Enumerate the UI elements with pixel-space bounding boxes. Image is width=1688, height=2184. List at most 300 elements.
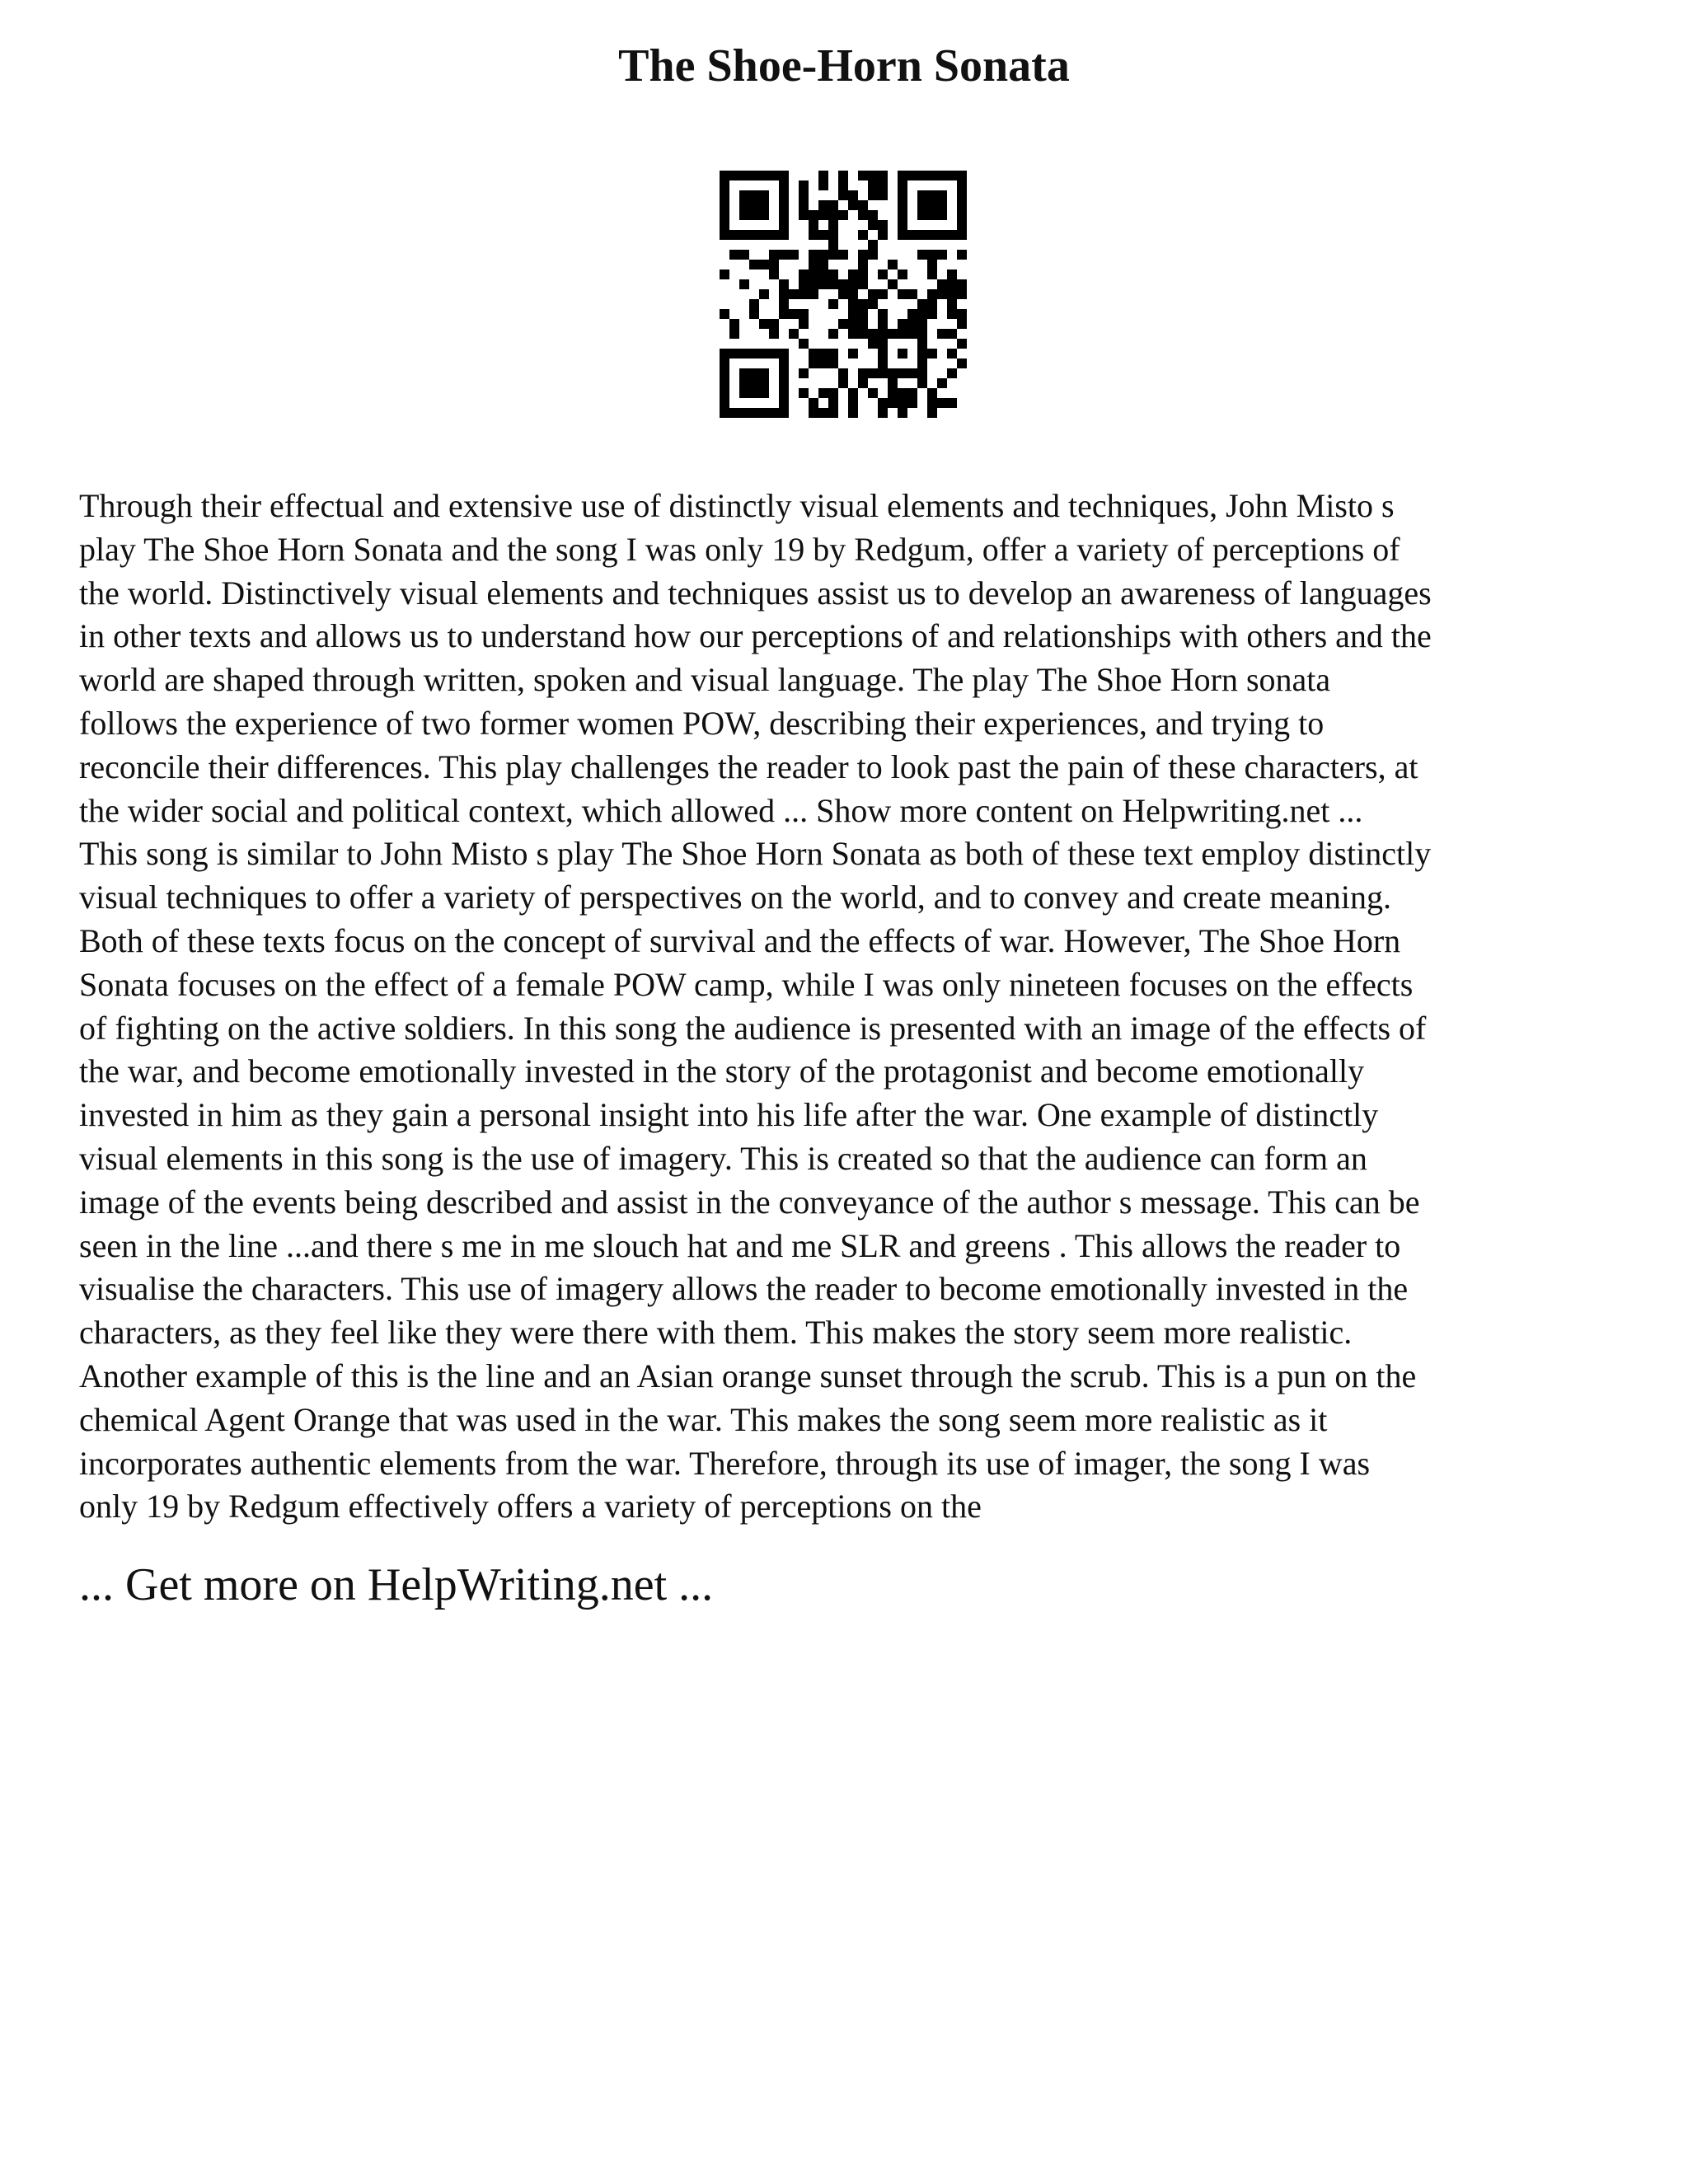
qr-module: [818, 408, 828, 418]
qr-module: [838, 250, 848, 260]
qr-module: [769, 349, 779, 359]
qr-module: [739, 200, 749, 210]
qr-module: [957, 289, 967, 299]
qr-module: [957, 279, 967, 289]
qr-module: [809, 349, 818, 359]
qr-module: [720, 388, 729, 398]
qr-module: [888, 368, 898, 378]
qr-module: [868, 250, 878, 260]
qr-module: [907, 319, 917, 329]
essay-line: incorporates authentic elements from the war. Therefore, through its use of imager, the song I was: [79, 1444, 1371, 1482]
qr-module: [898, 190, 907, 200]
qr-module: [927, 269, 937, 279]
qr-module: [729, 319, 739, 329]
qr-module: [779, 230, 789, 240]
qr-module: [858, 378, 868, 388]
qr-module: [917, 359, 927, 368]
qr-module: [947, 279, 957, 289]
qr-module: [799, 190, 809, 200]
qr-module: [848, 299, 858, 309]
qr-module: [878, 368, 888, 378]
qr-module: [809, 220, 818, 230]
qr-module: [947, 329, 957, 339]
qr-module: [848, 398, 858, 408]
qr-module: [858, 230, 868, 240]
qr-module: [927, 190, 937, 200]
qr-module: [858, 210, 868, 220]
qr-module: [947, 269, 957, 279]
qr-module: [729, 329, 739, 339]
essay-line: Another example of this is the line and an Asian orange sunset through the scrub. This is a pun on the: [79, 1357, 1417, 1394]
get-more-link[interactable]: ... Get more on HelpWriting.net ...: [79, 1559, 714, 1610]
qr-module: [868, 368, 878, 378]
qr-module: [789, 309, 799, 319]
qr-module: [720, 190, 729, 200]
essay-line: invested in him as they gain a personal insight into his life after the war. One example of distinctly: [79, 1096, 1379, 1134]
qr-module: [779, 378, 789, 388]
qr-module: [759, 378, 769, 388]
qr-module: [729, 230, 739, 240]
qr-module: [878, 220, 888, 230]
qr-module: [858, 200, 868, 210]
qr-module: [868, 171, 878, 180]
qr-module: [739, 388, 749, 398]
qr-module: [799, 368, 809, 378]
qr-module: [759, 171, 769, 180]
qr-module: [818, 349, 828, 359]
qr-module: [769, 269, 779, 279]
qr-module: [739, 190, 749, 200]
qr-module: [888, 279, 898, 289]
qr-module: [720, 200, 729, 210]
qr-module: [769, 230, 779, 240]
qr-module: [818, 210, 828, 220]
qr-module: [720, 171, 729, 180]
qr-module: [957, 319, 967, 329]
qr-module: [927, 260, 937, 269]
qr-module: [809, 210, 818, 220]
qr-module: [799, 200, 809, 210]
qr-module: [739, 368, 749, 378]
essay-line: only 19 by Redgum effectively offers a variety of perceptions on the: [79, 1488, 982, 1526]
qr-module: [848, 319, 858, 329]
qr-module: [749, 309, 759, 319]
page-title: The Shoe-Horn Sonata: [618, 40, 1070, 91]
qr-module: [848, 269, 858, 279]
qr-module: [937, 210, 947, 220]
qr-module: [927, 398, 937, 408]
essay-line: world are shaped through written, spoken and visual language. The play The Shoe Horn sonata: [79, 661, 1331, 699]
qr-module: [769, 408, 779, 418]
qr-module: [828, 240, 838, 250]
qr-module: [749, 378, 759, 388]
qr-module: [828, 408, 838, 418]
qr-module: [739, 349, 749, 359]
qr-module: [838, 378, 848, 388]
qr-module: [917, 319, 927, 329]
qr-module: [898, 220, 907, 230]
qr-module: [779, 220, 789, 230]
qr-module: [848, 408, 858, 418]
qr-module: [888, 260, 898, 269]
qr-module: [799, 269, 809, 279]
qr-module: [898, 319, 907, 329]
qr-module: [888, 398, 898, 408]
essay-line: the war, and become emotionally invested in the story of the protagonist and become emotionally: [79, 1052, 1365, 1090]
qr-module: [898, 408, 907, 418]
qr-module: [759, 319, 769, 329]
qr-module: [898, 388, 907, 398]
qr-module: [957, 230, 967, 240]
qr-module: [907, 289, 917, 299]
qr-module: [828, 230, 838, 240]
qr-module: [957, 359, 967, 368]
qr-module: [828, 220, 838, 230]
qr-module: [957, 250, 967, 260]
qr-module: [809, 289, 818, 299]
qr-module: [898, 329, 907, 339]
qr-module: [799, 180, 809, 190]
qr-module: [729, 349, 739, 359]
qr-module: [957, 200, 967, 210]
qr-module: [957, 171, 967, 180]
qr-module: [838, 190, 848, 200]
essay-line: play The Shoe Horn Sonata and the song I was only 19 by Redgum, offer a variety of perceptions of: [79, 530, 1400, 568]
qr-module: [848, 329, 858, 339]
qr-module: [828, 210, 838, 220]
qr-module: [779, 349, 789, 359]
qr-module: [947, 171, 957, 180]
qr-module: [799, 319, 809, 329]
qr-module: [720, 269, 729, 279]
qr-module: [937, 200, 947, 210]
essay-line: of fighting on the active soldiers. In this song the audience is presented with an image of the effects of: [79, 1009, 1427, 1047]
qr-module: [878, 398, 888, 408]
essay-line: characters, as they feel like they were there with them. This makes the story seem more realistic.: [79, 1314, 1353, 1352]
qr-module: [888, 329, 898, 339]
qr-module: [927, 289, 937, 299]
qr-module: [878, 359, 888, 368]
qr-module: [927, 200, 937, 210]
essay-line: Sonata focuses on the effect of a female POW camp, while I was only nineteen focuses on the effects: [79, 965, 1414, 1003]
qr-module: [937, 398, 947, 408]
qr-module: [779, 309, 789, 319]
qr-module: [720, 309, 729, 319]
qr-module: [838, 180, 848, 190]
qr-module: [848, 200, 858, 210]
qr-module: [799, 309, 809, 319]
qr-module: [739, 408, 749, 418]
qr-module: [868, 240, 878, 250]
qr-module: [759, 388, 769, 398]
qr-module: [917, 349, 927, 359]
qr-module: [858, 269, 868, 279]
qr-module: [759, 368, 769, 378]
qr-module: [779, 408, 789, 418]
qr-module: [917, 378, 927, 388]
qr-module: [749, 349, 759, 359]
qr-module: [937, 250, 947, 260]
qr-module: [858, 260, 868, 269]
qr-module: [888, 378, 898, 388]
qr-module: [907, 171, 917, 180]
qr-module: [878, 309, 888, 319]
essay-line: follows the experience of two former women POW, describing their experiences, and trying to: [79, 704, 1325, 742]
qr-module: [947, 349, 957, 359]
qr-module: [779, 171, 789, 180]
qr-module: [917, 230, 927, 240]
qr-module: [937, 279, 947, 289]
qr-module: [809, 408, 818, 418]
qr-module: [809, 398, 818, 408]
essay-line: visual techniques to offer a variety of perspectives on the world, and to convey and create meaning.: [79, 879, 1392, 916]
qr-module: [779, 250, 789, 260]
qr-module: [848, 309, 858, 319]
qr-module: [739, 210, 749, 220]
qr-module: [828, 250, 838, 260]
qr-module: [799, 210, 809, 220]
qr-module: [947, 230, 957, 240]
qr-module: [848, 289, 858, 299]
qr-module: [828, 398, 838, 408]
qr-module: [838, 279, 848, 289]
qr-module: [759, 230, 769, 240]
qr-module: [927, 230, 937, 240]
qr-module: [898, 210, 907, 220]
qr-module: [868, 388, 878, 398]
qr-module: [779, 210, 789, 220]
qr-module: [828, 388, 838, 398]
qr-module: [898, 349, 907, 359]
qr-module: [957, 309, 967, 319]
qr-module: [759, 349, 769, 359]
qr-module: [818, 359, 828, 368]
qr-module: [818, 171, 828, 180]
qr-module: [927, 210, 937, 220]
qr-module: [749, 299, 759, 309]
qr-module: [779, 299, 789, 309]
qr-module: [720, 359, 729, 368]
qr-module: [858, 309, 868, 319]
qr-module: [957, 180, 967, 190]
qr-module: [769, 260, 779, 269]
qr-module: [878, 339, 888, 349]
qr-module: [898, 269, 907, 279]
qr-module: [749, 171, 759, 180]
qr-module: [749, 368, 759, 378]
qr-module: [858, 319, 868, 329]
qr-module: [898, 230, 907, 240]
qr-module: [779, 359, 789, 368]
qr-module: [898, 289, 907, 299]
essay-body: [79, 485, 1629, 1529]
qr-module: [898, 200, 907, 210]
qr-module: [749, 190, 759, 200]
qr-module: [838, 210, 848, 220]
qr-module: [739, 279, 749, 289]
qr-module: [927, 299, 937, 309]
qr-module: [759, 200, 769, 210]
qr-module: [720, 368, 729, 378]
qr-module: [838, 368, 848, 378]
qr-module: [789, 250, 799, 260]
qr-module: [809, 279, 818, 289]
qr-module: [898, 368, 907, 378]
qr-module: [720, 378, 729, 388]
qr-module: [818, 279, 828, 289]
qr-module: [937, 329, 947, 339]
qr-module: [878, 319, 888, 329]
qr-module: [799, 388, 809, 398]
qr-module: [838, 319, 848, 329]
qr-module: [838, 289, 848, 299]
qr-module: [947, 309, 957, 319]
qr-module: [957, 339, 967, 349]
qr-module: [917, 171, 927, 180]
qr-module: [720, 408, 729, 418]
qr-module: [878, 349, 888, 359]
essay-line: Through their effectual and extensive use of distinctly visual elements and techniques, John Misto s: [79, 487, 1395, 524]
qr-module: [878, 408, 888, 418]
qr-module: [739, 250, 749, 260]
qr-module: [749, 200, 759, 210]
qr-module: [868, 210, 878, 220]
qr-module: [878, 230, 888, 240]
qr-module: [858, 368, 868, 378]
qr-module: [917, 339, 927, 349]
qr-module: [749, 260, 759, 269]
qr-module: [739, 171, 749, 180]
qr-module: [917, 309, 927, 319]
qr-module: [809, 269, 818, 279]
essay-line: the world. Distinctively visual elements and techniques assist us to develop an awareness of languages: [79, 574, 1432, 612]
qr-module: [947, 368, 957, 378]
qr-module: [818, 180, 828, 190]
qr-module: [809, 359, 818, 368]
qr-module: [749, 230, 759, 240]
qr-module: [917, 200, 927, 210]
essay-line: chemical Agent Orange that was used in the war. This makes the song seem more realistic as it: [79, 1400, 1328, 1438]
qr-module: [759, 210, 769, 220]
qr-module: [779, 289, 789, 299]
essay-line: visualise the characters. This use of imagery allows the reader to become emotionally invested in the: [79, 1270, 1409, 1308]
qr-module: [818, 269, 828, 279]
qr-module: [937, 190, 947, 200]
essay-line: in other texts and allows us to understand how our perceptions of and relationships with others and the: [79, 617, 1432, 655]
qr-module: [947, 398, 957, 408]
qr-module: [917, 329, 927, 339]
essay-line: the wider social and political context, which allowed ... Show more content on Helpwriting.net ...: [79, 791, 1363, 829]
qr-module: [917, 190, 927, 200]
qr-module: [858, 299, 868, 309]
qr-module: [898, 398, 907, 408]
qr-module: [937, 378, 947, 388]
qr-module: [799, 279, 809, 289]
qr-module: [937, 289, 947, 299]
qr-module: [749, 210, 759, 220]
qr-module: [848, 388, 858, 398]
essay-line: reconcile their differences. This play challenges the reader to look past the pain of these characters, at: [79, 748, 1418, 785]
qr-module: [729, 408, 739, 418]
qr-module: [769, 250, 779, 260]
qr-module: [828, 269, 838, 279]
qr-module: [917, 299, 927, 309]
qr-module: [848, 190, 858, 200]
qr-module: [858, 171, 868, 180]
qr-module: [947, 289, 957, 299]
qr-module: [759, 190, 769, 200]
qr-module: [907, 309, 917, 319]
qr-module: [739, 378, 749, 388]
qr-module: [779, 190, 789, 200]
qr-module: [720, 210, 729, 220]
qr-module: [779, 368, 789, 378]
qr-module: [917, 210, 927, 220]
qr-module: [720, 220, 729, 230]
qr-module: [729, 250, 739, 260]
qr-module: [907, 368, 917, 378]
qr-module: [858, 279, 868, 289]
qr-module: [917, 368, 927, 378]
qr-module: [799, 289, 809, 299]
qr-module: [759, 260, 769, 269]
qr-module: [878, 171, 888, 180]
qr-module: [878, 190, 888, 200]
qr-module: [848, 279, 858, 289]
qr-module: [818, 260, 828, 269]
qr-module: [878, 289, 888, 299]
qr-module: [749, 388, 759, 398]
qr-module: [868, 299, 878, 309]
qr-module: [858, 250, 868, 260]
essay-line: image of the events being described and assist in the conveyance of the author s message. This can be: [79, 1183, 1420, 1221]
qr-module: [779, 388, 789, 398]
qr-module: [809, 230, 818, 240]
qr-module: [957, 190, 967, 200]
qr-module: [720, 230, 729, 240]
qr-module: [858, 329, 868, 339]
qr-module: [848, 349, 858, 359]
qr-module: [947, 299, 957, 309]
qr-module: [878, 329, 888, 339]
qr-module: [838, 171, 848, 180]
qr-module: [868, 289, 878, 299]
qr-module: [828, 329, 838, 339]
qr-module: [759, 289, 769, 299]
qr-module: [907, 230, 917, 240]
qr-module: [868, 220, 878, 230]
qr-module: [828, 299, 838, 309]
qr-module: [828, 359, 838, 368]
qr-module: [878, 269, 888, 279]
qr-module: [799, 339, 809, 349]
qr-module: [907, 388, 917, 398]
qr-module: [927, 309, 937, 319]
qr-module: [937, 171, 947, 180]
qr-module: [878, 180, 888, 190]
qr-module: [907, 398, 917, 408]
qr-module: [888, 388, 898, 398]
qr-module: [779, 180, 789, 190]
qr-code-icon: [720, 171, 967, 418]
qr-module: [868, 180, 878, 190]
qr-module: [769, 319, 779, 329]
qr-module: [898, 180, 907, 190]
qr-module: [769, 329, 779, 339]
qr-module: [729, 171, 739, 180]
qr-module: [739, 230, 749, 240]
qr-module: [828, 200, 838, 210]
